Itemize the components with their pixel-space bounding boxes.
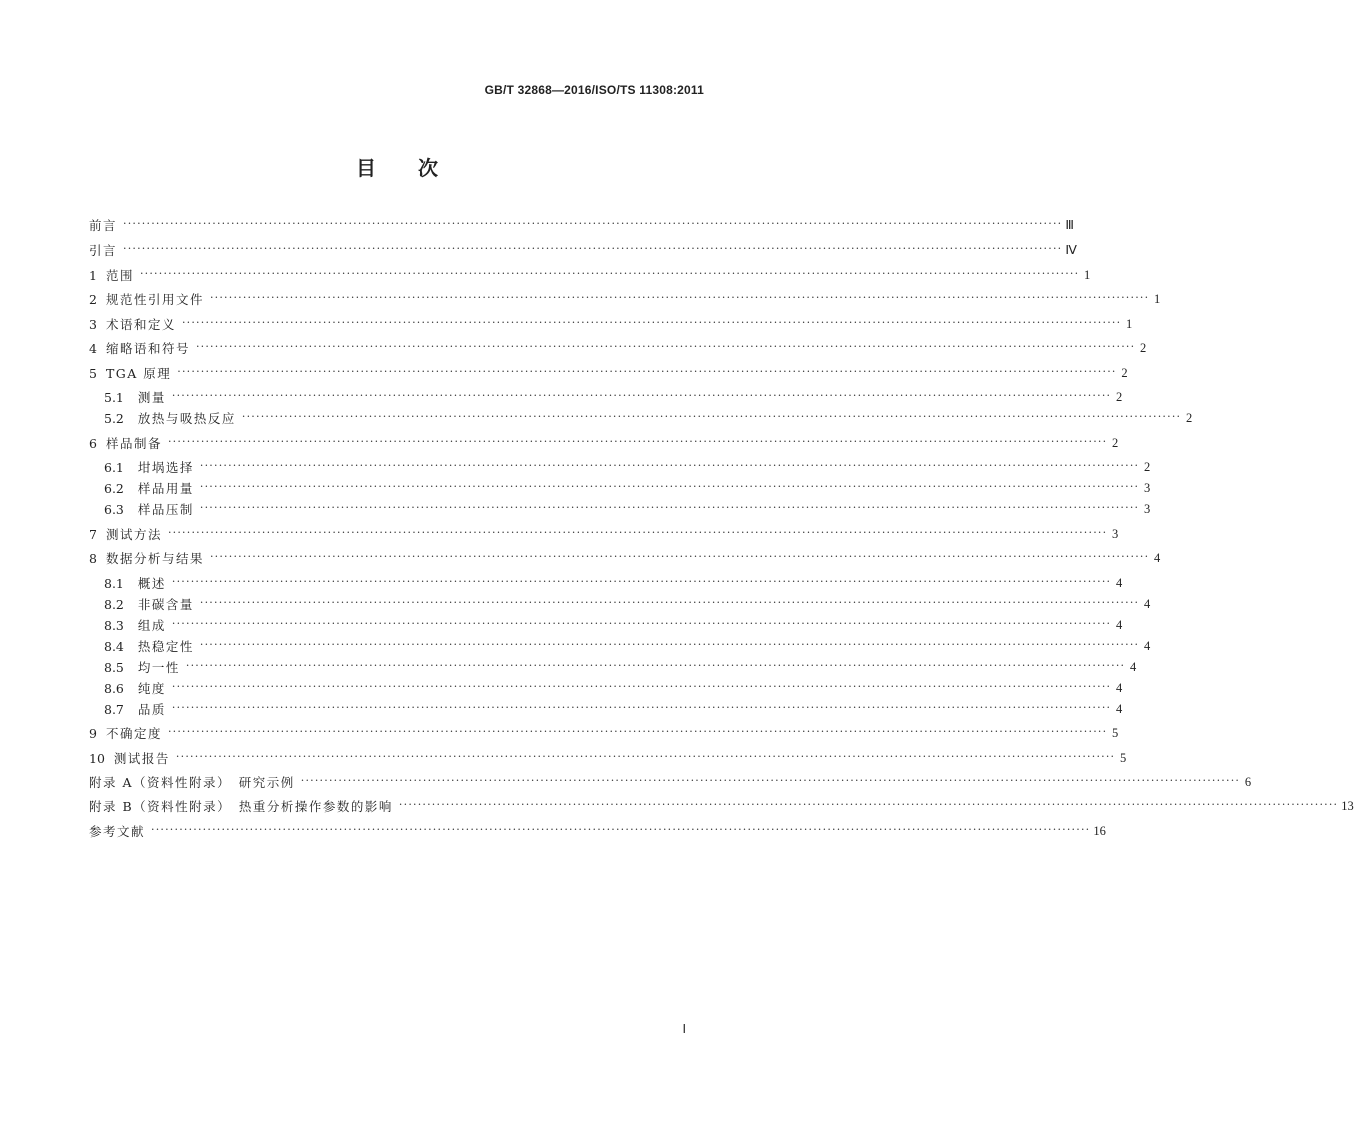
toc-dot-leader: ········································································································································································································ — [398, 798, 1339, 811]
toc-entry-label — [104, 616, 166, 634]
toc-entry[interactable] — [89, 748, 1127, 768]
toc-entry[interactable] — [89, 594, 1151, 614]
toc-entry-page: 1 — [1154, 291, 1161, 306]
toc-entry[interactable] — [89, 265, 1091, 285]
toc-entry-number: 8.2 — [104, 597, 124, 612]
toc-entry-page: 2 — [1185, 410, 1193, 425]
toc-dot-leader: ········································································································································································································ — [199, 480, 1140, 493]
toc-entry-title: 非碳含量 — [137, 597, 194, 612]
toc-entry-title: 样品压制 — [137, 502, 194, 517]
title-part-2: 次 — [418, 156, 438, 180]
toc-entry-number: 6.1 — [104, 460, 124, 475]
toc-entry-number: 5.2 — [104, 411, 124, 426]
toc-entry[interactable] — [89, 573, 1123, 593]
toc-entry-page: 3 — [1143, 480, 1151, 495]
toc-entry-title: TGA 原理 — [105, 366, 172, 381]
toc-entry-title: 术语和定义 — [105, 317, 176, 332]
toc-entry-label — [89, 241, 117, 259]
toc-dot-leader: ········································································································································································································ — [300, 774, 1241, 787]
toc-entry-page: 2 — [1112, 435, 1119, 450]
toc-entry-label — [89, 549, 204, 567]
toc-dot-leader: ········································································································································································································ — [167, 435, 1108, 448]
toc-entry-page: 4 — [1143, 638, 1151, 653]
toc-dot-leader: ········································································································································································································ — [209, 550, 1150, 563]
toc-entry-label — [89, 339, 190, 357]
toc-entry[interactable] — [89, 678, 1123, 698]
toc-entry-title: 缩略语和符号 — [105, 341, 190, 356]
toc-entry-label — [89, 434, 162, 452]
toc-entry-number: 8.5 — [104, 660, 124, 675]
toc-entry-number: 2 — [89, 292, 97, 307]
toc-entry-title: 附录 B（资料性附录） 热重分析操作参数的影响 — [89, 799, 393, 814]
page-number: Ⅰ — [682, 1022, 686, 1036]
toc-dot-leader: ········································································································································································································ — [171, 701, 1112, 714]
toc-entry-page: 16 — [1093, 823, 1106, 838]
toc-entry-title: 参考文献 — [89, 824, 146, 839]
toc-entry-title: 范围 — [105, 268, 134, 283]
toc-entry-number: 4 — [89, 341, 97, 356]
toc-entry-title: 规范性引用文件 — [105, 292, 204, 307]
toc-entry-label — [104, 479, 194, 497]
toc-dot-leader: ········································································································································································································ — [185, 659, 1126, 672]
toc-entry-number: 3 — [89, 317, 97, 332]
toc-entry-number: 8.7 — [104, 702, 124, 717]
toc-entry-number: 8.3 — [104, 618, 124, 633]
toc-entry-title: 样品制备 — [105, 436, 162, 451]
toc-entry-title: 品质 — [137, 702, 166, 717]
toc-entry-page: 5 — [1120, 750, 1127, 765]
toc-entry[interactable] — [89, 387, 1123, 407]
toc-dot-leader: ········································································································································································································ — [167, 725, 1108, 738]
toc-entry-page: 6 — [1244, 774, 1252, 789]
page-title — [0, 152, 794, 181]
toc-dot-leader: ········································································································································································································ — [181, 316, 1122, 329]
toc-entry-page: 4 — [1115, 680, 1123, 695]
toc-entry-title: 概述 — [137, 576, 166, 591]
toc-dot-leader: ········································································································································································································ — [151, 823, 1091, 836]
toc-entry-label — [104, 409, 236, 427]
toc-dot-leader: ········································································································································································································ — [123, 217, 1063, 230]
toc-entry-label — [104, 388, 166, 406]
toc-entry[interactable] — [89, 499, 1151, 519]
toc-dot-leader: ········································································································································································································ — [199, 596, 1140, 609]
toc-entry-title: 热稳定性 — [137, 639, 194, 654]
toc-entry-title: 附录 A（资料性附录） 研究示例 — [89, 775, 295, 790]
toc-entry-page: Ⅲ — [1065, 218, 1074, 232]
toc-entry[interactable] — [89, 615, 1123, 635]
toc-entry[interactable] — [89, 457, 1151, 477]
title-part-1: 目 — [356, 156, 376, 180]
toc-dot-leader: ········································································································································································································ — [209, 291, 1150, 304]
toc-dot-leader: ········································································································································································································ — [177, 365, 1117, 378]
toc-entry[interactable] — [89, 289, 1161, 309]
toc-entry-page: 3 — [1143, 501, 1151, 516]
toc-dot-leader: ········································································································································································································ — [123, 242, 1063, 255]
toc-entry-title: 坩埚选择 — [137, 460, 194, 475]
toc-entry-number: 8 — [89, 551, 97, 566]
toc-entry-label — [89, 749, 170, 767]
toc-entry-label — [104, 500, 194, 518]
toc-entry-label — [89, 290, 204, 308]
toc-dot-leader: ········································································································································································································ — [167, 526, 1108, 539]
toc-entry-title: 测试报告 — [113, 751, 170, 766]
toc-entry-label — [104, 574, 166, 592]
toc-entry-page: Ⅳ — [1065, 243, 1077, 257]
toc-entry-page: 3 — [1112, 526, 1119, 541]
toc-entry-label — [89, 315, 176, 333]
toc-entry-label — [89, 797, 393, 815]
toc-entry-page: 4 — [1143, 596, 1151, 611]
toc-entry-title: 放热与吸热反应 — [137, 411, 236, 426]
toc-entry-label — [89, 364, 171, 382]
toc-entry[interactable] — [89, 796, 1354, 816]
toc-entry[interactable] — [89, 548, 1161, 568]
toc-entry[interactable] — [89, 636, 1151, 656]
toc-entry[interactable] — [89, 363, 1128, 383]
toc-entry[interactable] — [89, 240, 1077, 260]
toc-dot-leader: ········································································································································································································ — [139, 267, 1080, 280]
toc-dot-leader: ········································································································································································································ — [171, 680, 1112, 693]
toc-entry-label — [89, 724, 162, 742]
toc-entry-page: 5 — [1112, 725, 1119, 740]
toc-entry[interactable] — [89, 772, 1252, 792]
toc-dot-leader: ········································································································································································································ — [171, 617, 1112, 630]
toc-entry-page: 2 — [1115, 389, 1123, 404]
toc-entry-number: 6.3 — [104, 502, 124, 517]
toc-entry-number: 9 — [89, 726, 97, 741]
toc-entry-title: 数据分析与结果 — [105, 551, 204, 566]
toc-entry-page: 2 — [1121, 365, 1128, 380]
toc-entry-label — [104, 679, 166, 697]
toc-entry-number: 7 — [89, 527, 97, 542]
toc-entry-page: 1 — [1126, 316, 1133, 331]
toc-entry-page: 4 — [1115, 617, 1123, 632]
toc-entry[interactable] — [89, 338, 1147, 358]
toc-entry-label — [89, 216, 117, 234]
toc-entry-label — [104, 458, 194, 476]
toc-entry[interactable] — [89, 699, 1123, 719]
toc-entry-title: 前言 — [89, 218, 118, 233]
toc-entry-number: 6 — [89, 436, 97, 451]
toc-entry-label — [89, 525, 162, 543]
toc-entry[interactable] — [89, 723, 1119, 743]
toc-entry[interactable] — [89, 215, 1074, 235]
toc-entry[interactable] — [89, 524, 1119, 544]
toc-entry-title: 样品用量 — [137, 481, 194, 496]
toc-entry-page: 1 — [1084, 267, 1091, 282]
toc-entry-title: 测量 — [137, 390, 166, 405]
toc-entry-title: 均一性 — [137, 660, 180, 675]
toc-entry-label — [89, 266, 134, 284]
toc-entry-number: 6.2 — [104, 481, 124, 496]
toc-entry-label — [104, 637, 194, 655]
toc-entry-label — [104, 595, 194, 613]
toc-entry-page: 4 — [1154, 550, 1161, 565]
toc-entry-title: 纯度 — [137, 681, 166, 696]
toc-entry[interactable] — [89, 314, 1133, 334]
toc-entry-page: 13 — [1341, 798, 1354, 813]
toc-entry-number: 8.1 — [104, 576, 124, 591]
toc-entry-title: 不确定度 — [105, 726, 162, 741]
toc-entry-label — [89, 822, 145, 840]
toc-entry[interactable] — [89, 408, 1193, 428]
toc-entry-number: 8.4 — [104, 639, 124, 654]
toc-dot-leader: ········································································································································································································ — [195, 340, 1136, 353]
toc-entry[interactable] — [89, 478, 1151, 498]
toc-entry-title: 引言 — [89, 243, 118, 258]
toc-entry-label — [89, 773, 295, 791]
toc-dot-leader: ········································································································································································································ — [171, 575, 1112, 588]
toc-dot-leader: ········································································································································································································ — [241, 410, 1182, 423]
toc-entry-number: 1 — [89, 268, 97, 283]
toc-dot-leader: ········································································································································································································ — [175, 750, 1116, 763]
toc-entry[interactable] — [89, 433, 1119, 453]
toc-entry-label — [104, 658, 180, 676]
toc-entry-number: 8.6 — [104, 681, 124, 696]
toc-entry-label — [104, 700, 166, 718]
toc-dot-leader: ········································································································································································································ — [199, 459, 1140, 472]
toc-entry-number: 5 — [89, 366, 97, 381]
toc-entry-title: 测试方法 — [105, 527, 162, 542]
toc-dot-leader: ········································································································································································································ — [199, 638, 1140, 651]
toc-entry-page: 2 — [1143, 459, 1151, 474]
standard-code-header: GB/T 32868—2016/ISO/TS 11308:2011 — [484, 83, 704, 97]
toc-entry-title: 组成 — [137, 618, 166, 633]
toc-dot-leader: ········································································································································································································ — [199, 501, 1140, 514]
toc-entry-number: 10 — [89, 751, 105, 766]
toc-entry[interactable] — [89, 821, 1106, 841]
toc-entry-page: 4 — [1115, 701, 1123, 716]
toc-entry-page: 2 — [1140, 340, 1147, 355]
toc-entry-page: 4 — [1129, 659, 1137, 674]
toc-entry-page: 4 — [1115, 575, 1123, 590]
toc-dot-leader: ········································································································································································································ — [171, 389, 1112, 402]
toc-entry[interactable] — [89, 657, 1137, 677]
toc-entry-number: 5.1 — [104, 390, 124, 405]
